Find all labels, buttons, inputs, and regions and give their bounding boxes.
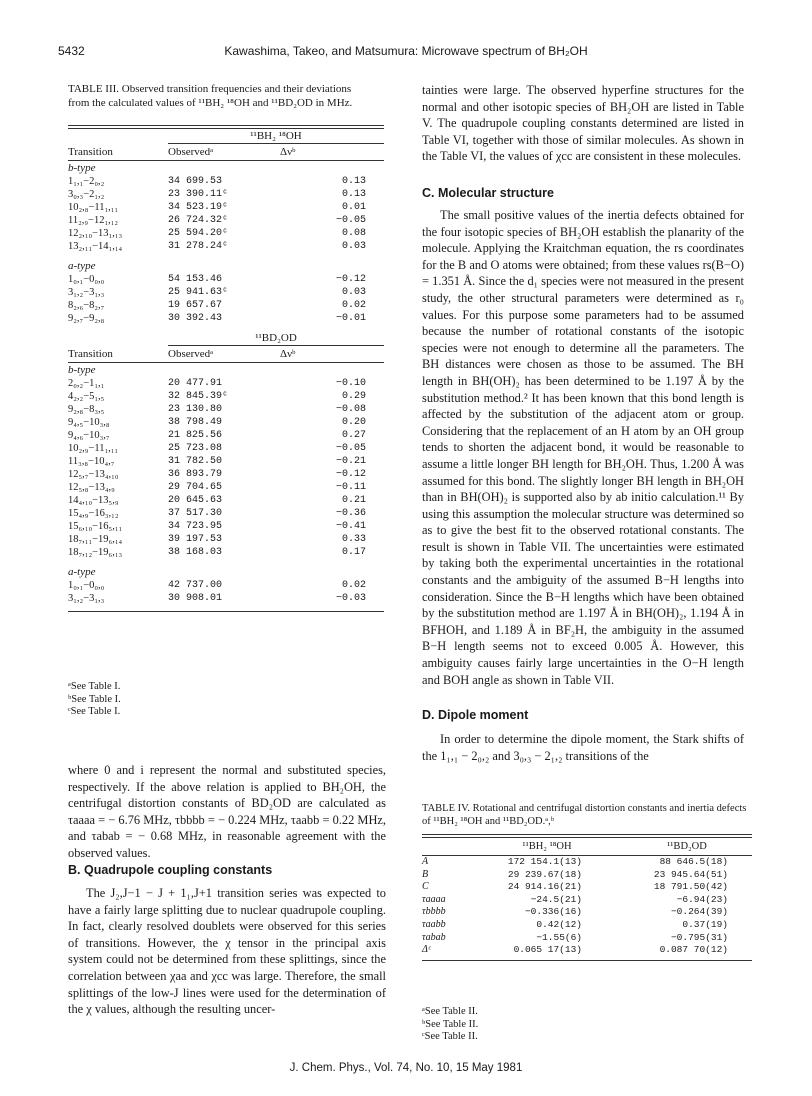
page-number: 5432 xyxy=(58,44,85,58)
observed-cell: 54 153.46 xyxy=(168,274,223,285)
table3-header xyxy=(68,346,384,362)
transition-cell: 4₂,₂−5₁,₅ xyxy=(68,391,105,402)
transition-cell: 9₄,₆−10₃,₇ xyxy=(68,430,110,441)
value1-cell: −24.5(21) xyxy=(530,893,582,905)
col-transition: Transition xyxy=(68,348,113,360)
transition-cell: 8₂,₆−8₂,₇ xyxy=(68,300,105,311)
transition-cell: 15₄,₉−16₃,₁₂ xyxy=(68,508,119,519)
table3-subheader: a-type xyxy=(68,566,96,578)
delta-cell: 0.08 xyxy=(341,228,366,239)
table-row xyxy=(68,455,384,468)
table4 xyxy=(422,834,752,961)
delta-cell: 0.20 xyxy=(341,417,366,428)
observed-cell: 32 845.39ᶜ xyxy=(168,391,229,402)
table3-header xyxy=(68,144,384,160)
table3-group2 xyxy=(68,363,384,605)
table-row xyxy=(68,273,384,286)
table3-subheader: a-type xyxy=(68,260,96,272)
delta-cell: −0.11 xyxy=(335,482,366,493)
transition-cell: 15₆,₁₀−16₅,₁₁ xyxy=(68,521,123,532)
delta-cell: −0.36 xyxy=(335,508,366,519)
transition-cell: 9₂,₇−9₂,₈ xyxy=(68,313,105,324)
table-row xyxy=(68,201,384,214)
delta-cell: 0.02 xyxy=(341,300,366,311)
transition-cell: 9₄,₅−10₃,₈ xyxy=(68,417,110,428)
left-paragraph-1: where 0 and i represent the normal and substituted species, respectively. If the above relation is applied to BH₂OH, the centrifugal distortion constants of BD₂OD are calculated as τaaaa = − 6.76 MHz, τbbbb = − 0.224 MHz, τaabb = 0.22 MHz, and τabab = − 0.68 MHz, in reasonable agreement with the observed values. xyxy=(68,763,386,860)
observed-cell: 36 893.79 xyxy=(168,469,223,480)
delta-cell: −0.01 xyxy=(335,313,366,324)
value2-cell: 0.087 70(12) xyxy=(659,944,728,956)
table-row xyxy=(68,403,384,416)
table3-note: ᵃSee Table I. xyxy=(68,681,121,692)
transition-cell: 11₂,₉−12₁,₁₂ xyxy=(68,215,119,226)
table3-subheader: b-type xyxy=(68,162,96,174)
table4-col2: ¹¹BD₂OD xyxy=(667,841,707,852)
transition-cell: 1₀,₁−0₀,₀ xyxy=(68,580,105,591)
col-delta: Δνᵇ xyxy=(280,348,296,360)
delta-cell: 0.17 xyxy=(341,547,366,558)
transition-cell: 18₇,₁₂−19₆,₁₃ xyxy=(68,547,123,558)
delta-cell: 0.33 xyxy=(341,534,366,545)
table3-caption: TABLE III. Observed transition frequencies and their deviations from the calculated values of ¹¹BH₂ ¹⁸OH and ¹¹BD₂OD in MHz. xyxy=(68,83,353,109)
transition-cell: 10₂,₈−11₁,₁₁ xyxy=(68,202,119,213)
observed-cell: 30 392.43 xyxy=(168,313,223,324)
table3-group1-label: ¹¹BH₂ ¹⁸OH xyxy=(250,130,302,142)
right-paragraph-2: The small positive values of the inertia defects obtained for the four isotopic species of BH₂OH establish the planarity of the molecule. Applying the Kraitchman equation, the rs coordinates for the B and O atoms were obtained; from these values rs(B−O) = 1.351 Å. Since the d₁ species were not measured in the present study, the other structural parameters were determined as r₀ values. For this purpose some parameters had to be assumed because the number of rotational constants of the isotopic species were not enough to determine all the parameters. The BH distances were chosen as those to be assumed. The BH length in BH(OH)₂ has been determined to be 1.197 Å by the substitution method.² It has been known that this bond length is affected by the substitution of the adjacent atom or group. Considering that the replacement of an H atom by an OH group tends to shorten the adjacent bond, it would be reasonable to assume a little longer BH length for BH₂OH. Thus, 1.200 Å was assumed for this bond. The slightly longer BH length in BH₂OH than in BH(OH)₂ is supported also by ab initio calculation.¹¹ By using this assumption the molecular structure was determined so as to give the best fit to the observed rotational constants. The result is shown in Table VII. The uncertainties were estimated by taking both the experimental uncertainties in the rotational constants and the ambiguity of the assumed B−H lengths into consideration. Since the B−H lengths which have been obtained by the substitution method are 1.197 Å in BH(OH)₂, 1.194 Å in BFHOH, and 1.189 Å in BF₂H, the ambiguity in the assumed B−H length seems not to exceed 0.005 Å. However, this ambiguity causes fairly large uncertainties in the O−H length and BOH angle as shown in Table VII. xyxy=(422,208,744,687)
table-row xyxy=(68,481,384,494)
table-row xyxy=(422,894,752,907)
delta-cell: −0.41 xyxy=(335,521,366,532)
parameter-cell: τaabb xyxy=(422,918,446,930)
observed-cell: 31 278.24ᶜ xyxy=(168,241,229,252)
delta-cell: 0.21 xyxy=(341,495,366,506)
table-row xyxy=(68,468,384,481)
table-row xyxy=(68,214,384,227)
transition-cell: 12₅,₈−13₄,₉ xyxy=(68,482,115,493)
table4-note: ᶜSee Table II. xyxy=(422,1031,478,1042)
table-row xyxy=(68,312,384,325)
delta-cell: 0.13 xyxy=(341,189,366,200)
table-row xyxy=(68,416,384,429)
table3-group2-label: ¹¹BD₂OD xyxy=(255,332,297,344)
observed-cell: 25 594.20ᶜ xyxy=(168,228,229,239)
observed-cell: 39 197.53 xyxy=(168,534,223,545)
delta-cell: −0.12 xyxy=(335,469,366,480)
transition-cell: 12₂,₁₀−13₁,₁₃ xyxy=(68,228,123,239)
table-row xyxy=(68,546,384,559)
parameter-cell: A xyxy=(422,856,429,867)
value2-cell: 18 791.50(42) xyxy=(653,881,728,893)
observed-cell: 25 941.63ᶜ xyxy=(168,287,229,298)
table-row xyxy=(68,175,384,188)
parameter-cell: Δᶜ xyxy=(422,944,431,956)
transition-cell: 3₀,₃−2₁,₂ xyxy=(68,189,105,200)
observed-cell: 34 523.19ᶜ xyxy=(168,202,229,213)
table-row xyxy=(68,227,384,240)
observed-cell: 34 699.53 xyxy=(168,176,223,187)
observed-cell: 25 723.08 xyxy=(168,443,223,454)
table3-subheader: b-type xyxy=(68,364,96,376)
observed-cell: 26 724.32ᶜ xyxy=(168,215,229,226)
table-row xyxy=(68,240,384,253)
parameter-cell: C xyxy=(422,881,429,893)
value2-cell: −6.94(23) xyxy=(676,893,728,905)
observed-cell: 31 782.50 xyxy=(168,456,223,467)
table4-notes xyxy=(422,1006,478,1044)
table-row xyxy=(422,856,752,869)
transition-cell: 2₀,₂−1₁,₁ xyxy=(68,378,105,389)
observed-cell: 23 390.11ᶜ xyxy=(168,189,229,200)
table4-note: ᵃSee Table II. xyxy=(422,1006,478,1017)
left-paragraph-2: The J₂,J−1 − J + 1₁,J+1 transition series was expected to have a fairly large splitting due to nuclear quadrupole coupling. In fact, clearly resolved doublets were observed for this series of transitions. However, the χ tensor in the principal axis system could not be determined from these splittings, since the correlation between χaa and χcc was large. Therefore, the small splittings of the low-J lines were used for the determination of the χ values, although the resulting uncer- xyxy=(68,886,386,1017)
delta-cell: 0.13 xyxy=(341,176,366,187)
transition-cell: 11₃,₈−10₄,₇ xyxy=(68,456,115,467)
table4-header xyxy=(422,838,752,855)
observed-cell: 29 704.65 xyxy=(168,482,223,493)
table3-bottom-rule xyxy=(68,611,384,612)
section-d-heading: D. Dipole moment xyxy=(422,708,529,722)
transition-cell: 18₇,₁₁−19₆,₁₄ xyxy=(68,534,123,545)
observed-cell: 34 723.95 xyxy=(168,521,223,532)
table-row xyxy=(68,188,384,201)
table-row xyxy=(68,299,384,312)
delta-cell: 0.27 xyxy=(341,430,366,441)
table4-rows xyxy=(422,856,752,957)
transition-cell: 9₂,₈−8₃,₅ xyxy=(68,404,105,415)
table-row xyxy=(68,520,384,533)
observed-cell: 42 737.00 xyxy=(168,580,223,591)
table-row xyxy=(68,592,384,605)
value2-cell: 88 646.5(18) xyxy=(659,856,728,867)
parameter-cell: τabab xyxy=(422,931,446,943)
value1-cell: 0.065 17(13) xyxy=(513,944,582,956)
observed-cell: 23 130.80 xyxy=(168,404,223,415)
value1-cell: 24 914.16(21) xyxy=(507,881,582,893)
transition-cell: 10₂,₉−11₁,₁₁ xyxy=(68,443,119,454)
observed-cell: 20 645.63 xyxy=(168,495,223,506)
value2-cell: −0.795(31) xyxy=(670,931,728,943)
delta-cell: −0.21 xyxy=(335,456,366,467)
observed-cell: 30 908.01 xyxy=(168,593,223,604)
delta-cell: −0.08 xyxy=(335,404,366,415)
table-row xyxy=(68,579,384,592)
transition-cell: 1₁,₁−2₀,₂ xyxy=(68,176,105,187)
table-row xyxy=(68,442,384,455)
value1-cell: −0.336(16) xyxy=(524,906,582,918)
right-paragraph-1: tainties were large. The observed hyperfine structures for the normal and other isotopic species of BH₂OH are listed in Table V. The quadrupole coupling constants determined are listed in Table VI, together with those of similar molecules. As shown in the Table VI, the values of χcc are consistent in these molecules. xyxy=(422,83,744,164)
delta-cell: −0.12 xyxy=(335,274,366,285)
parameter-cell: τbbbb xyxy=(422,906,446,918)
col-transition: Transition xyxy=(68,146,113,158)
col-delta: Δνᵇ xyxy=(280,146,296,158)
table-row xyxy=(68,377,384,390)
table-row xyxy=(422,906,752,919)
table3 xyxy=(68,125,384,612)
delta-cell: −0.05 xyxy=(335,215,366,226)
observed-cell: 19 657.67 xyxy=(168,300,223,311)
section-b-heading: B. Quadrupole coupling constants xyxy=(68,863,273,877)
table-row xyxy=(422,919,752,932)
delta-cell: 0.29 xyxy=(341,391,366,402)
table-row xyxy=(68,494,384,507)
table4-caption: TABLE IV. Rotational and centrifugal distortion constants and inertia defects of ¹¹BH₂ ¹⁸OH and ¹¹BD₂OD.ᵃ,ᵇ xyxy=(422,803,747,827)
transition-cell: 3₁,₂−3₁,₃ xyxy=(68,593,105,604)
journal-footer: J. Chem. Phys., Vol. 74, No. 10, 15 May 1981 xyxy=(289,1062,523,1074)
value2-cell: 23 945.64(51) xyxy=(653,868,728,880)
delta-cell: −0.03 xyxy=(335,593,366,604)
observed-cell: 21 825.56 xyxy=(168,430,223,441)
table3-note: ᶜSee Table I. xyxy=(68,706,121,717)
table3-notes xyxy=(68,681,121,719)
transition-cell: 1₀,₁−0₀,₀ xyxy=(68,274,105,285)
delta-cell: 0.01 xyxy=(341,202,366,213)
table-row xyxy=(422,944,752,957)
table4-bottom-rule xyxy=(422,960,752,961)
observed-cell: 20 477.91 xyxy=(168,378,223,389)
table-row xyxy=(68,286,384,299)
table-row xyxy=(422,869,752,882)
delta-cell: 0.03 xyxy=(341,241,366,252)
section-c-heading: C. Molecular structure xyxy=(422,186,554,200)
delta-cell: 0.02 xyxy=(341,580,366,591)
table4-col1: ¹¹BH₂ ¹⁸OH xyxy=(522,841,572,852)
parameter-cell: B xyxy=(422,868,429,880)
table3-group1 xyxy=(68,161,384,325)
running-title: Kawashima, Takeo, and Matsumura: Microwave spectrum of BH₂OH xyxy=(224,44,588,58)
observed-cell: 38 798.49 xyxy=(168,417,223,428)
delta-cell: −0.05 xyxy=(335,443,366,454)
table-row xyxy=(68,533,384,546)
value2-cell: −0.264(39) xyxy=(670,906,728,918)
delta-cell: 0.03 xyxy=(341,287,366,298)
transition-cell: 14₄,₁₀−13₅,₉ xyxy=(68,495,119,506)
table-row xyxy=(68,429,384,442)
table-row xyxy=(68,390,384,403)
observed-cell: 37 517.30 xyxy=(168,508,223,519)
value1-cell: −1.55(6) xyxy=(536,931,582,943)
transition-cell: 12₅,₇−13₄,₁₀ xyxy=(68,469,119,480)
transition-cell: 13₂,₁₁−14₁,₁₄ xyxy=(68,241,123,252)
right-paragraph-3: In order to determine the dipole moment, the Stark shifts of the 1₁,₁ − 2₀,₂ and 3₀,₃ − 2₁,₂ transitions of the xyxy=(422,732,744,763)
value1-cell: 172 154.1(13) xyxy=(507,856,582,867)
col-observed: Observedᵃ xyxy=(168,146,214,158)
value1-cell: 29 239.67(18) xyxy=(507,868,582,880)
table-row xyxy=(422,881,752,894)
value2-cell: 0.37(19) xyxy=(682,918,728,930)
table-row xyxy=(422,932,752,945)
observed-cell: 38 168.03 xyxy=(168,547,223,558)
table3-note: ᵇSee Table I. xyxy=(68,693,121,705)
value1-cell: 0.42(12) xyxy=(536,918,582,930)
col-observed: Observedᵃ xyxy=(168,348,214,360)
parameter-cell: τaaaa xyxy=(422,893,446,905)
table4-note: ᵇSee Table II. xyxy=(422,1018,479,1030)
table-row xyxy=(68,507,384,520)
transition-cell: 3₁,₂−3₁,₃ xyxy=(68,287,105,298)
delta-cell: −0.10 xyxy=(335,378,366,389)
